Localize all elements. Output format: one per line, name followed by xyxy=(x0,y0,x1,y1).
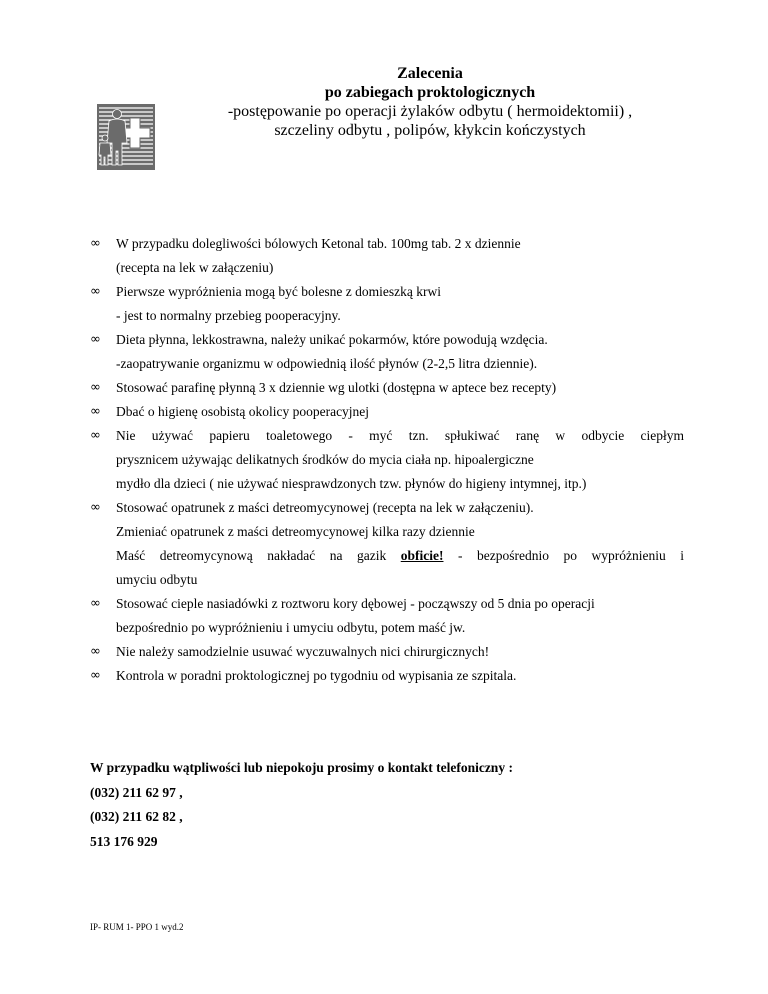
item-text: prysznicem używając delikatnych środków do mycia ciała np. hipoalergiczne xyxy=(116,452,534,467)
hospital-logo xyxy=(97,104,155,170)
item-text: Stosować cieple nasiadówki z roztworu kory dębowej - począwszy od 5 dnia po operacji xyxy=(116,596,595,611)
infinity-bullet-icon: ∞ xyxy=(90,236,101,251)
title-line-1: Zalecenia xyxy=(397,65,463,82)
infinity-bullet-icon: ∞ xyxy=(90,668,101,683)
item-text: Nie używać papieru toaletowego - myć tzn. spłukiwać ranę w odbycie ciepłym xyxy=(116,428,684,443)
phone-number: (032) 211 62 82 , xyxy=(90,809,183,824)
item-text: - jest to normalny przebieg pooperacyjny. xyxy=(116,308,341,323)
emphasis-text: obficie! xyxy=(400,548,444,563)
contact-section xyxy=(90,756,690,854)
document-title xyxy=(200,64,660,140)
item-text: (recepta na lek w załączeniu) xyxy=(116,260,274,275)
list-item xyxy=(90,232,684,280)
item-text: Kontrola w poradni proktologicznej po tygodniu od wypisania ze szpitala. xyxy=(116,668,517,683)
item-text-emphasis-line xyxy=(116,544,684,568)
recommendations-list xyxy=(90,232,684,688)
item-text: Stosować opatrunek z maści detreomycynowej (recepta na lek w załączeniu). xyxy=(116,500,534,515)
list-item xyxy=(90,664,684,688)
item-text-before: Maść detreomycynową nakładać na gazik xyxy=(116,548,387,563)
infinity-bullet-icon: ∞ xyxy=(90,500,101,515)
infinity-bullet-icon: ∞ xyxy=(90,380,101,395)
infinity-bullet-icon: ∞ xyxy=(90,596,101,611)
contact-heading: W przypadku wątpliwości lub niepokoju prosimy o kontakt telefoniczny : xyxy=(90,760,513,775)
item-text: Dbać o higienę osobistą okolicy pooperacyjnej xyxy=(116,404,370,419)
infinity-bullet-icon: ∞ xyxy=(90,644,101,659)
list-item xyxy=(90,376,684,400)
title-line-3: -postępowanie po operacji żylaków odbytu ( hermoidektomii) , xyxy=(227,103,633,120)
item-text: W przypadku dolegliwości bólowych Ketonal tab. 100mg tab. 2 x dziennie xyxy=(116,236,521,251)
infinity-bullet-icon: ∞ xyxy=(90,428,101,443)
title-line-2: po zabiegach proktologicznych xyxy=(324,84,536,101)
list-item xyxy=(90,496,684,592)
infinity-bullet-icon: ∞ xyxy=(90,284,101,299)
document-footer-code: IP- RUM 1- PPO 1 wyd.2 xyxy=(90,922,184,932)
infinity-bullet-icon: ∞ xyxy=(90,332,101,347)
item-text: Dieta płynna, lekkostrawna, należy unikać pokarmów, które powodują wzdęcia. xyxy=(116,332,548,347)
item-text-after: - bezpośrednio po wypróżnieniu i xyxy=(443,548,685,563)
item-text: Stosować parafinę płynną 3 x dziennie wg ulotki (dostępna w aptece bez recepty) xyxy=(116,380,557,395)
item-text: Nie należy samodzielnie usuwać wyczuwalnych nici chirurgicznych! xyxy=(116,644,490,659)
list-item xyxy=(90,640,684,664)
title-line-4: szczeliny odbytu , polipów, kłykcin kończystych xyxy=(274,122,586,139)
item-text: Zmieniać opatrunek z maści detreomycynowej kilka razy dziennie xyxy=(116,524,475,539)
list-item xyxy=(90,592,684,640)
item-text: umyciu odbytu xyxy=(116,572,198,587)
item-text: bezpośrednio po wypróżnieniu i umyciu odbytu, potem maść jw. xyxy=(116,620,466,635)
infinity-bullet-icon: ∞ xyxy=(90,404,101,419)
list-item xyxy=(90,424,684,496)
list-item xyxy=(90,400,684,424)
list-item xyxy=(90,280,684,328)
list-item xyxy=(90,328,684,376)
item-text: -zaopatrywanie organizmu w odpowiednią ilość płynów (2-2,5 litra dziennie). xyxy=(116,356,538,371)
item-text: Pierwsze wypróżnienia mogą być bolesne z domieszką krwi xyxy=(116,284,442,299)
phone-number: (032) 211 62 97 , xyxy=(90,784,183,800)
phone-number: 513 176 929 xyxy=(90,833,158,849)
item-text: mydło dla dzieci ( nie używać niesprawdzonych tzw. płynów do higieny intymnej, itp.) xyxy=(116,476,587,491)
